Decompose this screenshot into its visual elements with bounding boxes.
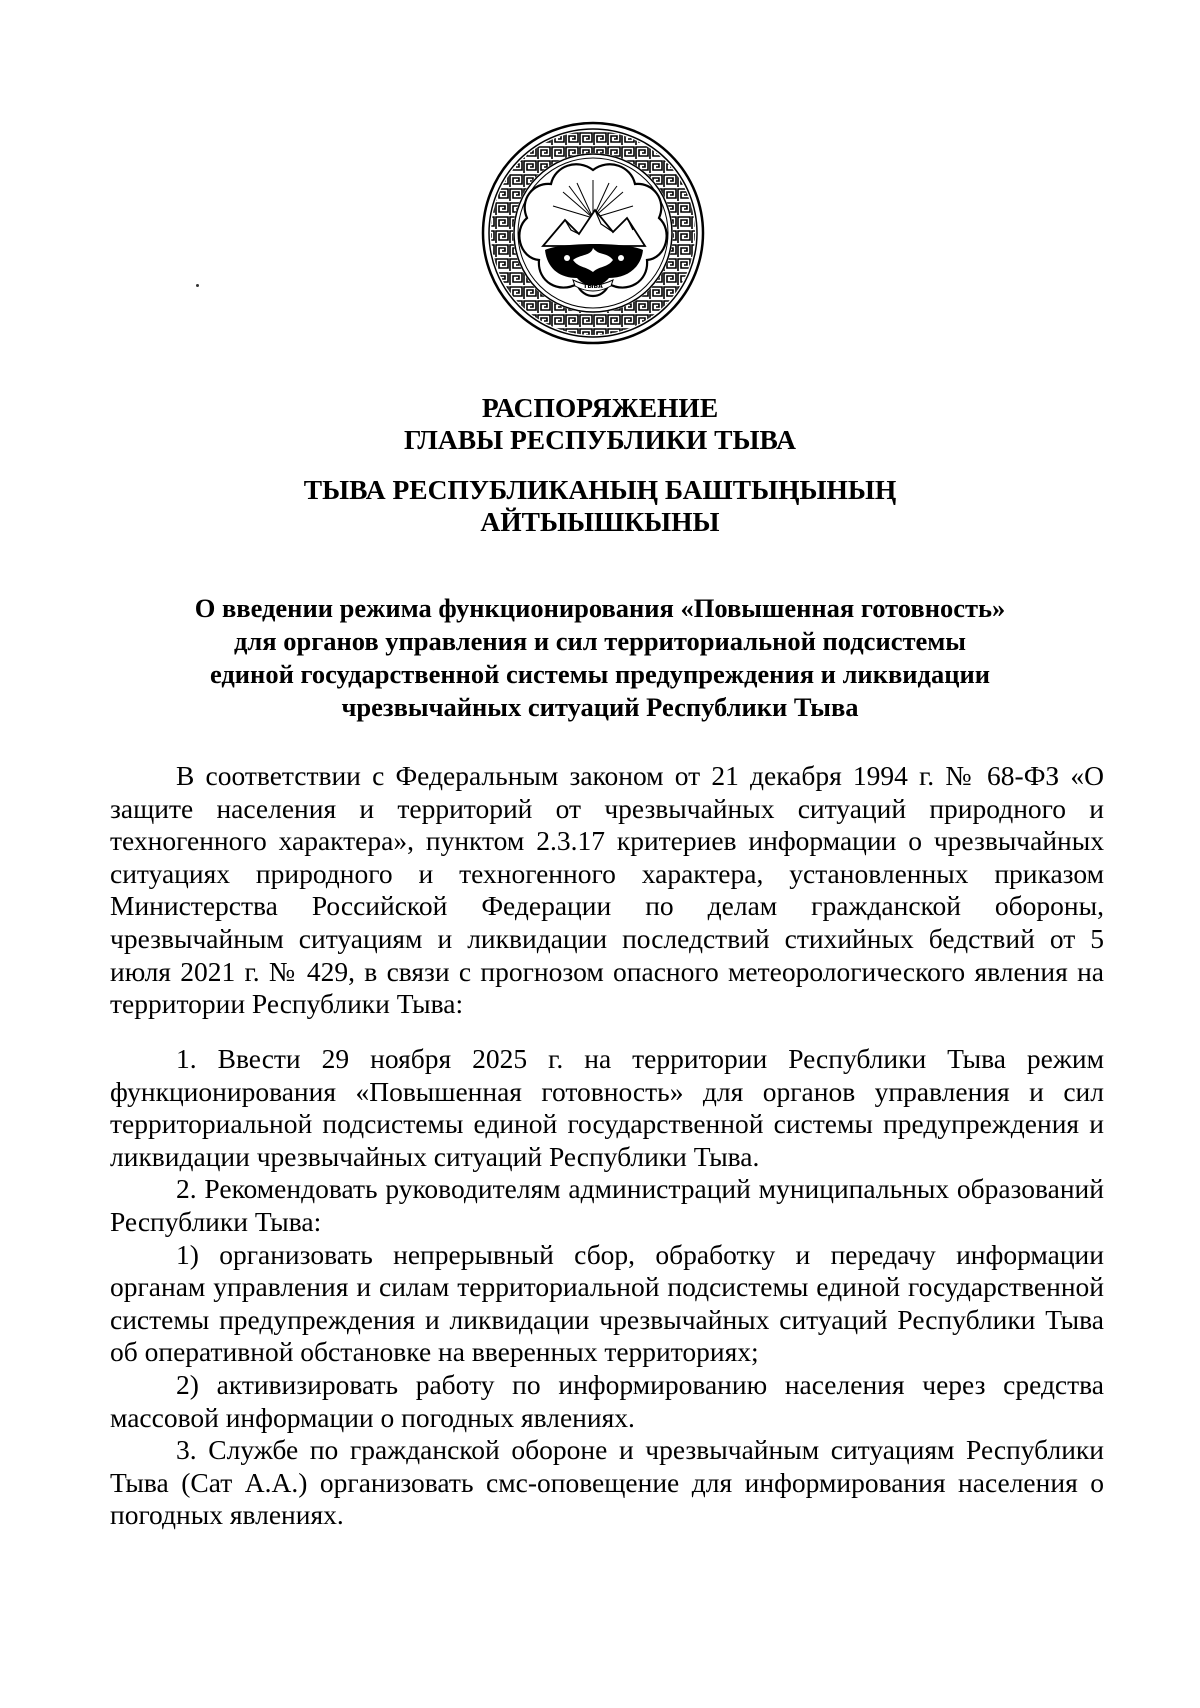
issuer-line-tuvan: ТЫВА РЕСПУБЛИКАНЫҢ БАШТЫҢЫНЫҢ	[303, 474, 897, 505]
document-type-heading	[0, 392, 1200, 456]
preamble-paragraph: В соответствии с Федеральным законом от 21 декабря 1994 г. № 68-ФЗ «О защите населения и территорий от чрезвычайных ситуаций природного и техногенного характера», пунктом 2.3.17 критериев информации о чрезвычайных ситуациях природного и техногенного характера, установленных приказом Министерства Российской Федерации по делам гражданской обороны, чрезвычайным ситуациям и ликвидации последствий стихийных бедствий от 5 июля 2021 г. № 429, в связи с прогнозом опасного метеорологического явления на территории Республики Тыва:	[110, 760, 1104, 1020]
subject-line: О введении режима функционирования «Повышенная готовность»	[194, 593, 1006, 623]
document-type-line: РАСПОРЯЖЕНИЕ	[481, 392, 719, 423]
document-type-line-tuvan: АЙТЫЫШКЫНЫ	[480, 506, 720, 537]
coat-of-arms-emblem	[481, 118, 705, 348]
subject-line: единой государственной системы предупреждения и ликвидации	[209, 659, 991, 689]
order-item-1: 1. Ввести 29 ноября 2025 г. на территории Республики Тыва режим функционирования «Повышенная готовность» для органов управления и сил территориальной подсистемы единой государственной системы предупреждения и ликвидации чрезвычайных ситуаций Республики Тыва.	[110, 1043, 1104, 1172]
document-subject	[110, 592, 1090, 724]
emblem-inscription: ТЫВА	[583, 283, 603, 290]
scan-speck	[196, 284, 199, 287]
document-type-heading-tuvan	[0, 474, 1200, 538]
subject-line: чрезвычайных ситуаций Республики Тыва	[341, 692, 859, 722]
preamble-block	[110, 760, 1104, 1021]
order-subitem-2-2: 2) активизировать работу по информированию населения через средства массовой информации о погодных явлениях.	[110, 1368, 1104, 1433]
order-items	[110, 1043, 1104, 1532]
order-item-2: 2. Рекомендовать руководителям администраций муниципальных образований Республики Тыва:	[110, 1173, 1104, 1237]
order-item-3: 3. Службе по гражданской обороне и чрезвычайным ситуациям Республики Тыва (Сат А.А.) организовать смс-оповещение для информирования населения о погодных явлениях.	[110, 1434, 1104, 1531]
order-subitem-2-1: 1) организовать непрерывный сбор, обработку и передачу информации органам управления и силам территориальной подсистемы единой государственной системы предупреждения и ликвидации чрезвычайных ситуаций Республики Тыва об оперативной обстановке на вверенных территориях;	[110, 1238, 1104, 1368]
subject-line: для органов управления и сил территориальной подсистемы	[233, 626, 966, 656]
issuer-line: ГЛАВЫ РЕСПУБЛИКИ ТЫВА	[404, 424, 796, 455]
